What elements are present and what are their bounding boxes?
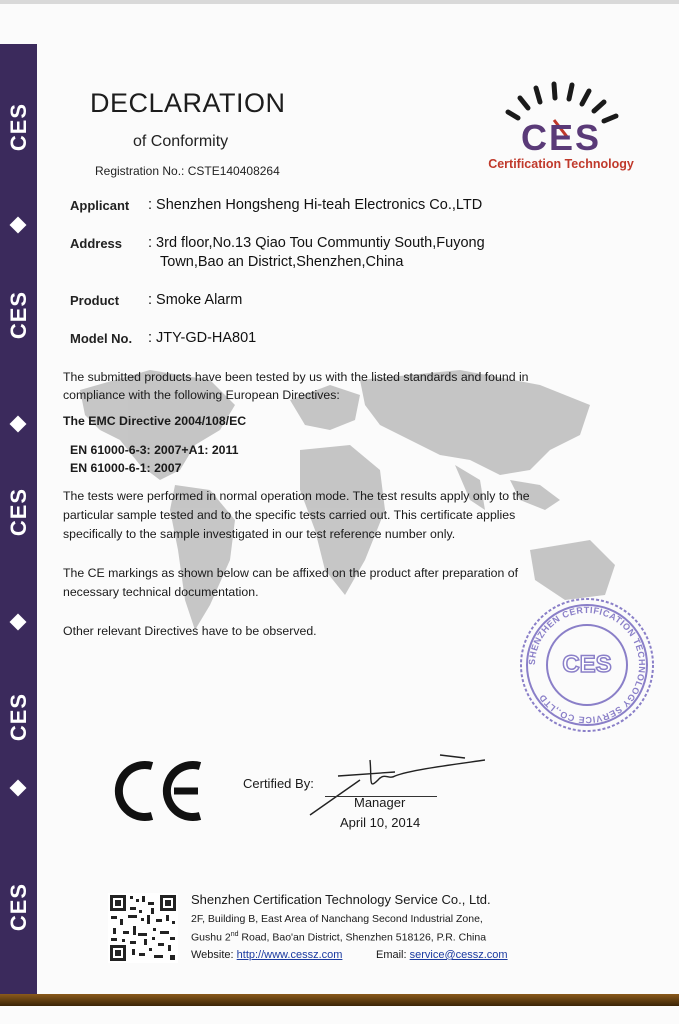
- certified-by-label: Certified By:: [243, 776, 314, 791]
- product-label: Product: [70, 293, 120, 308]
- standard-2: EN 61000-6-1: 2007: [70, 461, 182, 475]
- address-label: Address: [70, 236, 123, 251]
- sidebar: [0, 44, 37, 994]
- address-value-line1: : 3rd floor,No.13 Qiao Tou Communtiy South,Fuyong: [148, 235, 485, 251]
- intro-line1: The submitted products have been tested by us with the listed standards and found in: [63, 370, 529, 384]
- tests-line2: particular sample tested and to the specific tests carried out. This certificate applies: [63, 508, 516, 522]
- footer-email: Email: service@cessz.com: [376, 949, 508, 961]
- stamp-ring-text: SHENZHEN CERTIFICATION TECHNOLOGY SERVICE CO.,LTD: [526, 604, 648, 726]
- document-title: DECLARATION: [90, 88, 286, 118]
- stamp-center-text: CES: [562, 651, 612, 678]
- model-label: Model No.: [70, 331, 133, 346]
- ces-logo: [476, 76, 646, 176]
- sidebar-label: CES: [6, 290, 31, 340]
- document-subtitle: of Conformity: [133, 133, 229, 150]
- registration-number: Registration No.: CSTE140408264: [95, 164, 280, 178]
- standard-1: EN 61000-6-3: 2007+A1: 2011: [70, 443, 239, 457]
- ces-stamp: [518, 596, 656, 734]
- other-directives: Other relevant Directives have to be observed.: [63, 624, 317, 638]
- website-link[interactable]: http://www.cessz.com: [236, 949, 343, 961]
- sidebar-label: CES: [6, 882, 31, 932]
- applicant-value: : Shenzhen Hongsheng Hi-teah Electronics Co.,LTD: [148, 197, 483, 213]
- applicant-label: Applicant: [70, 198, 130, 213]
- sidebar-label: CES: [6, 102, 31, 152]
- product-value: : Smoke Alarm: [148, 292, 243, 308]
- intro-line2: compliance with the following European Directives:: [63, 388, 340, 402]
- sidebar-label: CES: [6, 487, 31, 537]
- ces-logo-graphic: [476, 76, 646, 176]
- directive: The EMC Directive 2004/108/EC: [63, 414, 247, 428]
- footer-address-line2: Gushu 2nd Road, Bao'an District, Shenzhen 518126, P.R. China: [191, 931, 487, 944]
- footer-website: Website: http://www.cessz.com: [191, 949, 343, 961]
- tests-line1: The tests were performed in normal operation mode. The test results apply only to the: [63, 489, 530, 503]
- footer-company: Shenzhen Certification Technology Service Co., Ltd.: [191, 892, 491, 907]
- diamond-icon: [10, 217, 27, 234]
- address-value-line2: Town,Bao an District,Shenzhen,China: [160, 254, 404, 270]
- diamond-icon: [10, 780, 27, 797]
- diamond-icon: [10, 416, 27, 433]
- signatory-title: Manager: [354, 795, 406, 810]
- ce-line2: necessary technical documentation.: [63, 585, 259, 599]
- bottom-border: [0, 994, 679, 1006]
- tests-line3: specifically to the sample investigated in our test reference number only.: [63, 527, 456, 541]
- qr-code-icon: [108, 893, 178, 963]
- sidebar-label: CES: [6, 692, 31, 742]
- diamond-icon: [10, 614, 27, 631]
- footer-address-line1: 2F, Building B, East Area of Nanchang Second Industrial Zone,: [191, 913, 483, 925]
- model-value: : JTY-GD-HA801: [148, 330, 257, 346]
- logo-text: CES: [520, 117, 602, 158]
- signature-date: April 10, 2014: [340, 815, 421, 830]
- logo-caption: Certification Technology: [488, 157, 634, 171]
- email-link[interactable]: service@cessz.com: [409, 949, 508, 961]
- top-edge: [0, 0, 679, 4]
- ce-mark-icon: [112, 758, 208, 824]
- ce-line1: The CE markings as shown below can be affixed on the product after preparation of: [63, 566, 519, 580]
